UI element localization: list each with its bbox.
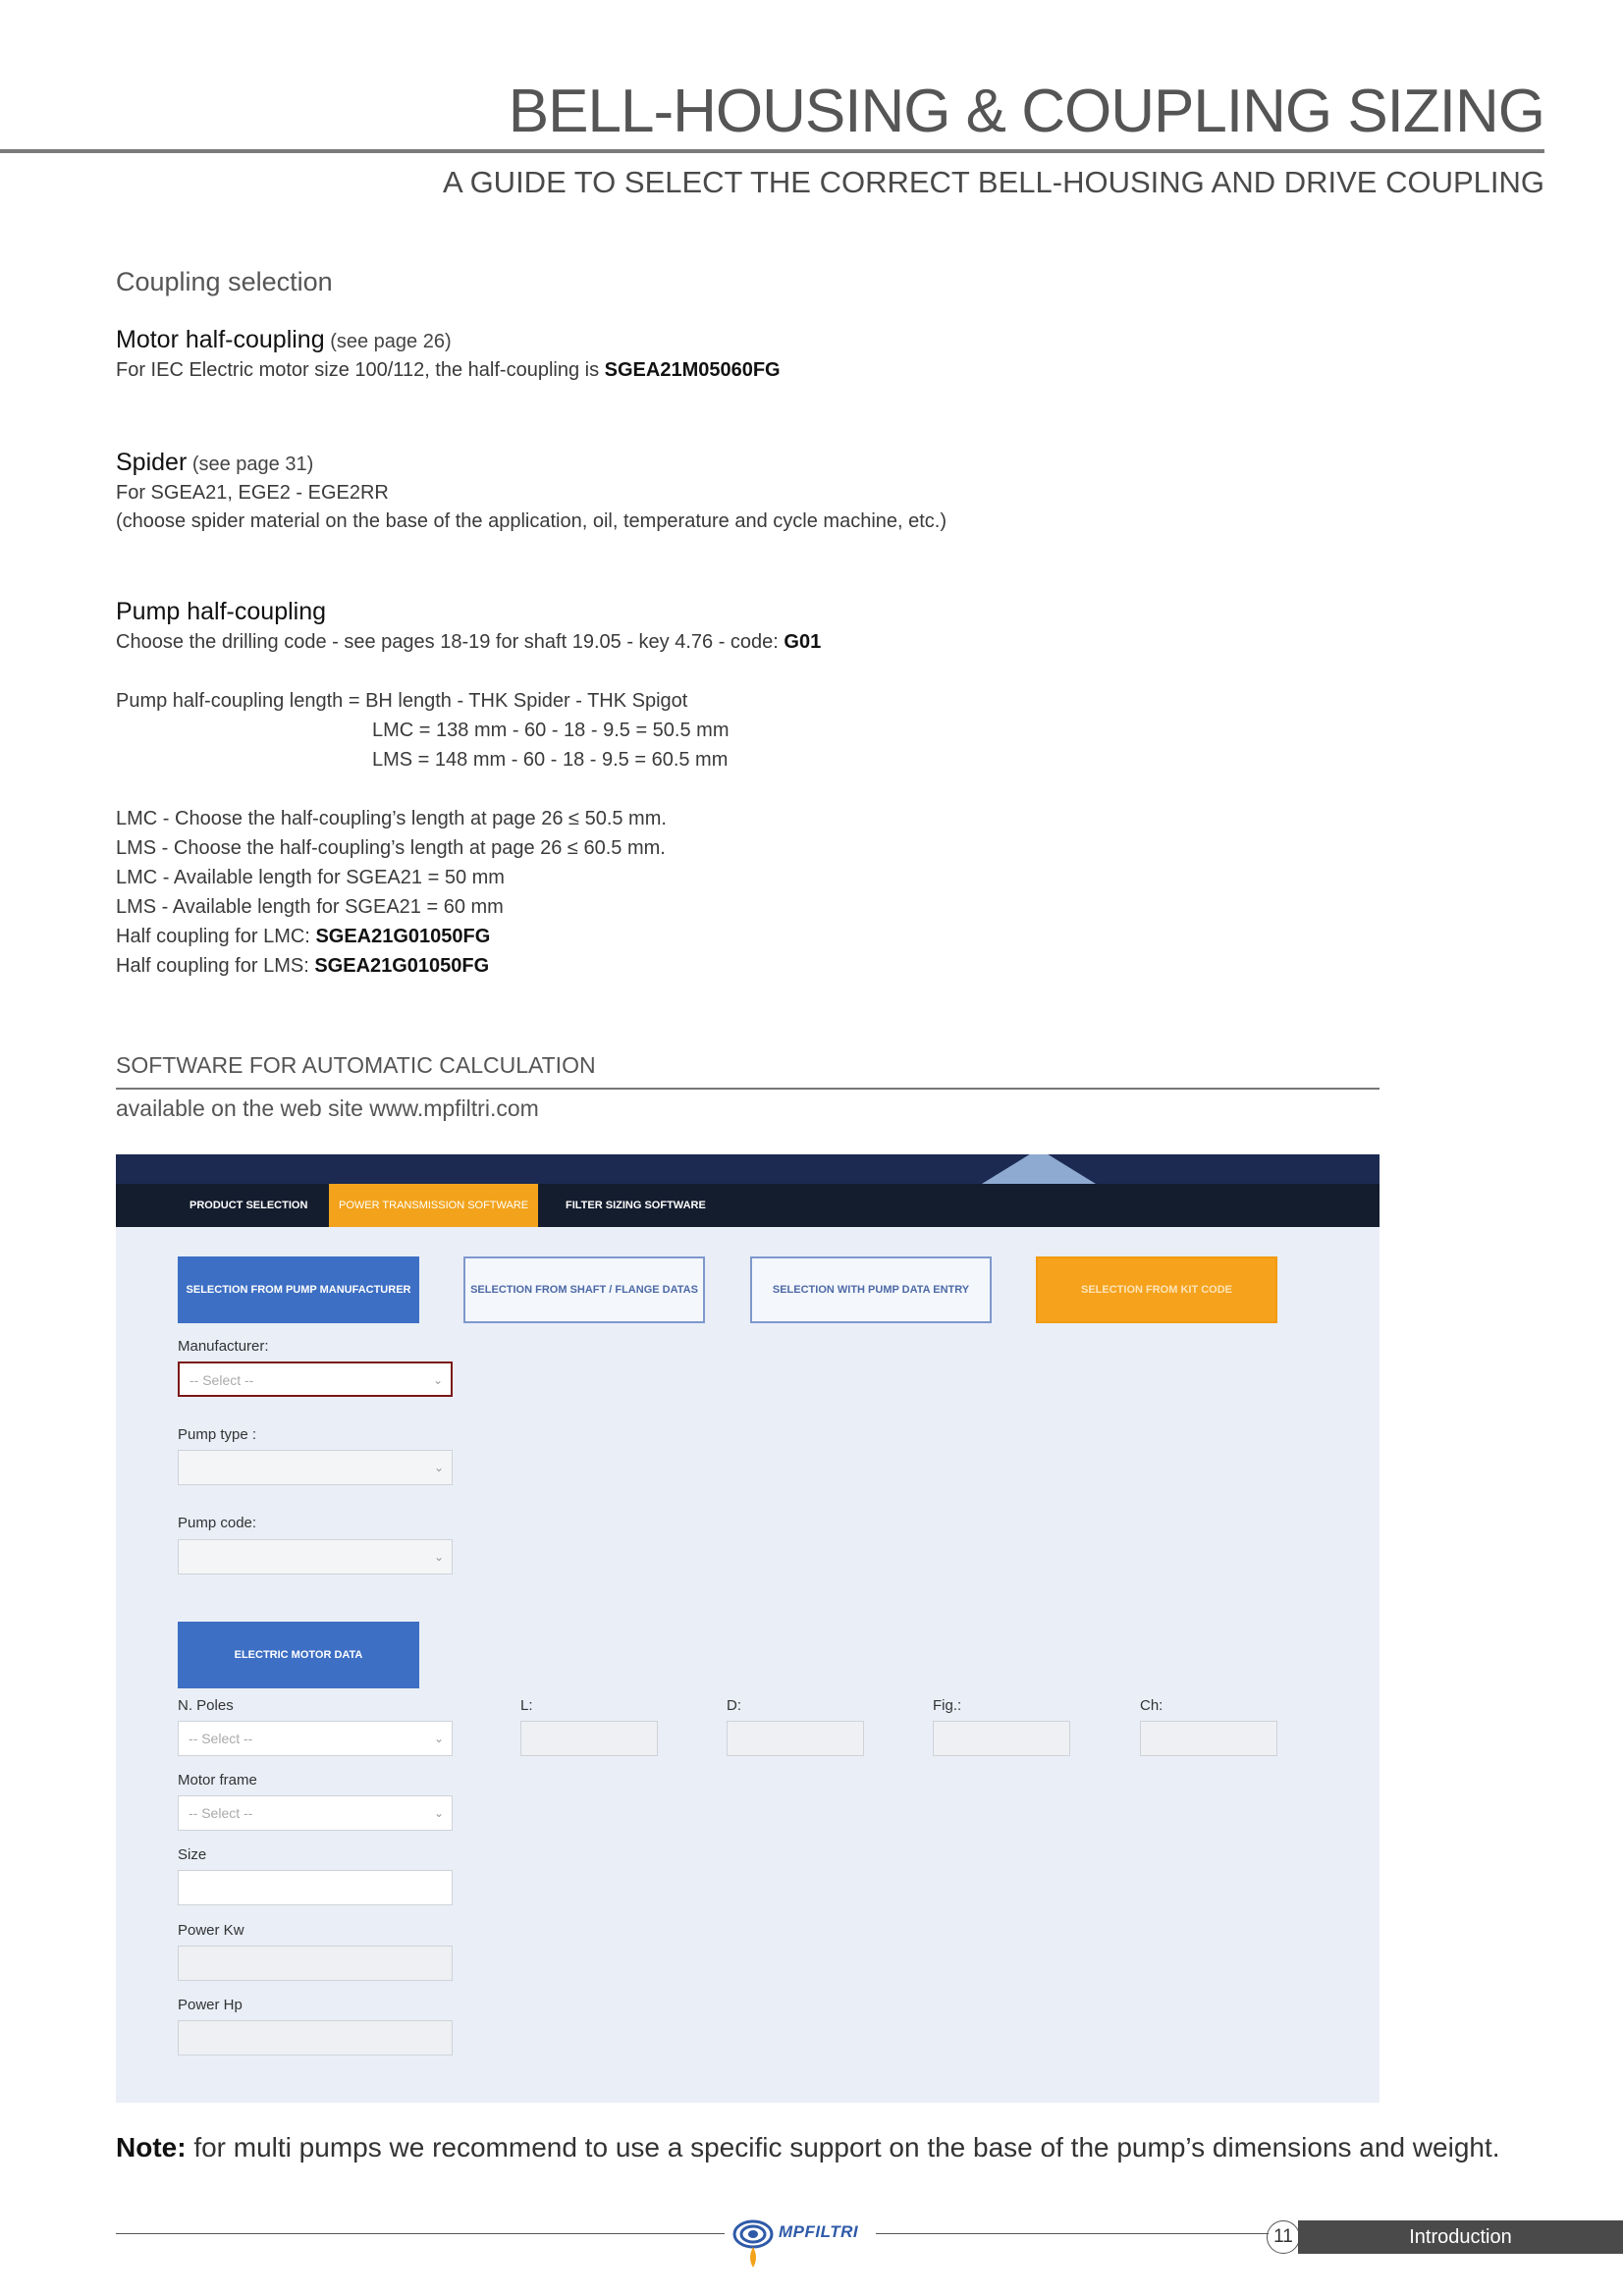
spider-heading-text: Spider: [116, 449, 188, 476]
ch-label: Ch:: [1140, 1697, 1163, 1714]
title-divider: [0, 149, 1544, 153]
note-text: for multi pumps we recommend to use a specific support on the base of the pump’s dimensions and weight.: [186, 2132, 1500, 2163]
pump-type-select[interactable]: [178, 1450, 453, 1485]
manufacturer-select-value: -- Select --: [189, 1372, 254, 1388]
spider-heading: [116, 449, 313, 477]
fig-label: Fig.:: [933, 1697, 962, 1714]
pump-note-1: LMC - Choose the half-coupling’s length at page 26 ≤ 50.5 mm.: [116, 808, 667, 829]
spider-page-ref: (see page 31): [191, 454, 314, 475]
lmc-code: SGEA21G01050FG: [315, 926, 491, 947]
pump-note-3: LMC - Available length for SGEA21 = 50 mm: [116, 867, 505, 888]
pump-note-4: LMS - Available length for SGEA21 = 60 mm: [116, 896, 504, 918]
chevron-down-icon: ⌄: [433, 1461, 444, 1474]
drill-code: G01: [784, 631, 822, 653]
footer-brand: MPFILTRI: [779, 2222, 859, 2241]
lms-calculation: LMS = 148 mm - 60 - 18 - 9.5 = 60.5 mm: [372, 749, 729, 771]
page-subtitle: A GUIDE TO SELECT THE CORRECT BELL-HOUSING AND DRIVE COUPLING: [442, 165, 1544, 199]
lmc-label: Half coupling for LMC:: [116, 926, 310, 947]
spider-line-2: (choose spider material on the base of the application, oil, temperature and cycle machine, etc.): [116, 510, 947, 532]
motor-code: SGEA21M05060FG: [604, 359, 781, 381]
software-heading: SOFTWARE FOR AUTOMATIC CALCULATION: [116, 1052, 596, 1078]
pump-drilling-text: [116, 631, 821, 654]
lms-half-coupling: [116, 955, 489, 978]
manufacturer-label: Manufacturer:: [178, 1338, 269, 1355]
software-divider: [116, 1088, 1380, 1090]
length-label: Pump half-coupling length =: [116, 690, 360, 712]
motor-frame-select-value: -- Select --: [189, 1805, 253, 1821]
tab-pump-manufacturer[interactable]: SELECTION FROM PUMP MANUFACTURER: [178, 1256, 419, 1323]
software-nav-bar: [116, 1184, 1380, 1227]
power-kw-label: Power Kw: [178, 1922, 244, 1939]
lmc-calculation: LMC = 138 mm - 60 - 18 - 9.5 = 50.5 mm: [372, 720, 730, 741]
lms-code: SGEA21G01050FG: [314, 955, 490, 977]
nav-filter-sizing[interactable]: FILTER SIZING SOFTWARE: [566, 1200, 706, 1211]
chevron-down-icon: ⌄: [433, 1732, 444, 1745]
l-field[interactable]: [520, 1721, 658, 1756]
chevron-down-icon: ⌄: [433, 1806, 444, 1820]
tab-pump-data-entry[interactable]: SELECTION WITH PUMP DATA ENTRY: [750, 1256, 992, 1323]
software-screenshot: [116, 1154, 1380, 2103]
length-formula: BH length - THK Spider - THK Spigot: [365, 690, 688, 712]
ch-field[interactable]: [1140, 1721, 1277, 1756]
pump-length-formula: [116, 690, 687, 713]
motor-half-coupling-text: [116, 359, 781, 382]
d-field[interactable]: [727, 1721, 864, 1756]
pump-heading-text: Pump half-coupling: [116, 598, 327, 625]
lmc-half-coupling: [116, 926, 490, 948]
pump-note-2: LMS - Choose the half-coupling’s length at page 26 ≤ 60.5 mm.: [116, 837, 666, 859]
size-label: Size: [178, 1846, 207, 1863]
motor-frame-label: Motor frame: [178, 1772, 257, 1789]
motor-heading-text: Motor half-coupling: [116, 326, 325, 353]
poles-select-value: -- Select --: [189, 1731, 253, 1746]
chevron-down-icon: ⌄: [433, 1550, 444, 1564]
poles-select[interactable]: [178, 1721, 453, 1756]
fig-field[interactable]: [933, 1721, 1070, 1756]
chevron-down-icon: ⌄: [432, 1373, 443, 1387]
tab-shaft-flange[interactable]: SELECTION FROM SHAFT / FLANGE DATAS: [463, 1256, 705, 1323]
manufacturer-select[interactable]: [178, 1362, 453, 1397]
section-heading-coupling: Coupling selection: [116, 267, 333, 296]
electric-motor-data-button[interactable]: ELECTRIC MOTOR DATA: [178, 1622, 419, 1688]
footer-rule-right: [876, 2233, 1269, 2234]
power-hp-field[interactable]: [178, 2020, 453, 2056]
note-paragraph: [116, 2132, 1500, 2163]
nav-power-transmission[interactable]: POWER TRANSMISSION SOFTWARE: [329, 1184, 538, 1227]
motor-half-coupling-heading: [116, 326, 452, 354]
page-number: 11: [1267, 2220, 1300, 2254]
pump-code-label: Pump code:: [178, 1515, 257, 1531]
drill-text: Choose the drilling code - see pages 18-19 for shaft 19.05 - key 4.76 - code:: [116, 631, 779, 653]
power-kw-field[interactable]: [178, 1946, 453, 1981]
software-banner: [116, 1154, 1380, 1184]
mpfiltri-logo: [731, 2216, 879, 2273]
motor-text: For IEC Electric motor size 100/112, the half-coupling is: [116, 359, 600, 381]
footer-rule-left: [116, 2233, 725, 2234]
software-website: available on the web site www.mpfiltri.com: [116, 1095, 539, 1121]
motor-frame-select[interactable]: [178, 1795, 453, 1831]
nav-product-selection[interactable]: PRODUCT SELECTION: [189, 1200, 308, 1211]
l-label: L:: [520, 1697, 533, 1714]
motor-page-ref: (see page 26): [330, 331, 452, 352]
note-label: Note:: [116, 2132, 187, 2163]
pump-code-select[interactable]: [178, 1539, 453, 1575]
d-label: D:: [727, 1697, 741, 1714]
spider-line-1: For SGEA21, EGE2 - EGE2RR: [116, 482, 389, 504]
pump-type-label: Pump type :: [178, 1426, 257, 1443]
page-title: BELL-HOUSING & COUPLING SIZING: [508, 78, 1544, 145]
pump-half-coupling-heading: [116, 598, 326, 626]
size-field[interactable]: [178, 1870, 453, 1905]
tab-kit-code[interactable]: SELECTION FROM KIT CODE: [1036, 1256, 1277, 1323]
poles-label: N. Poles: [178, 1697, 234, 1714]
lms-label: Half coupling for LMS:: [116, 955, 309, 977]
power-hp-label: Power Hp: [178, 1997, 243, 2013]
footer-section-tab: Introduction: [1298, 2220, 1623, 2254]
